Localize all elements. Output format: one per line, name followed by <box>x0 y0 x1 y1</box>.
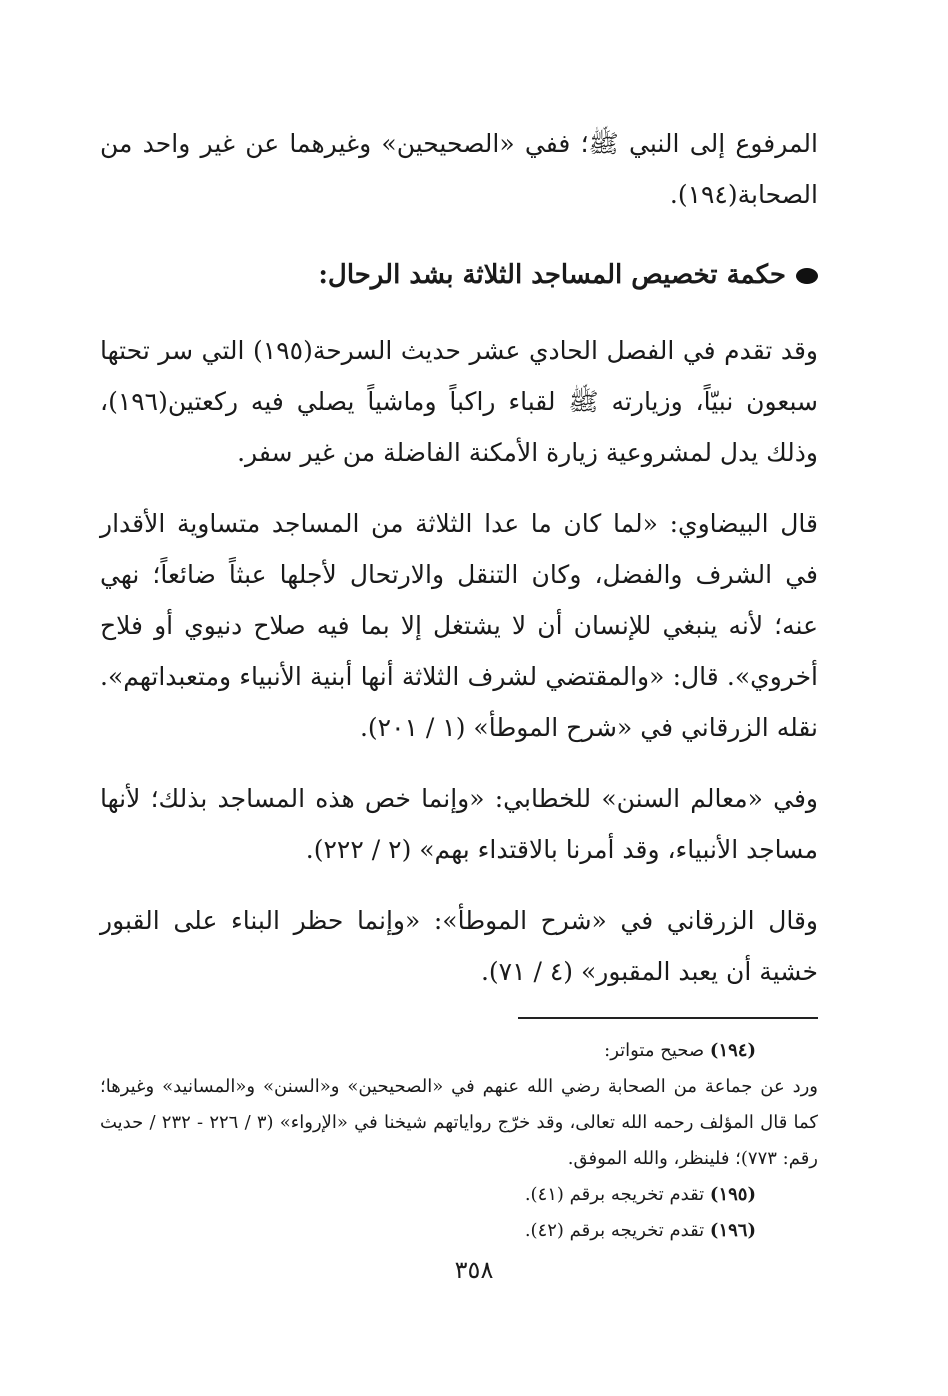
footnote-196-number: (١٩٦) <box>709 1220 756 1241</box>
footnote-196-text: تقدم تخريجه برقم (٤٢). <box>524 1220 705 1241</box>
footnote-195 <box>100 1177 818 1213</box>
footnote-195-number: (١٩٥) <box>709 1184 756 1205</box>
footnote-194-head <box>100 1033 818 1069</box>
footnote-194-body: ورد عن جماعة من الصحابة رضي الله عنهم في «الصحيحين» و«السنن» و«المسانيد» وغيرها؛ كما قال المؤلف رحمه الله تعالى، وقد خرّج رواياتهم شيخنا في «الإرواء» (٣ / ٢٢٦ - ٢٣٢ / حديث رقم: ٧٧٣)؛ فلينظر، والله الموفق. <box>100 1076 818 1169</box>
paragraph-4: وقال الزرقاني في «شرح الموطأ»: «وإنما حظر البناء على القبور خشية أن يعبد المقبور» (٤ / ٧١). <box>100 906 818 986</box>
footnote-195-text: تقدم تخريجه برقم (٤١). <box>524 1184 705 1205</box>
page-number: ٣٥٨ <box>454 1256 494 1284</box>
paragraph-intro: المرفوع إلى النبي ﷺ؛ ففي «الصحيحين» وغيرهما عن غير واحد من الصحابة(١٩٤). <box>100 129 818 209</box>
footnote-divider <box>518 1017 818 1019</box>
bullet-icon <box>796 268 818 284</box>
footnote-194-title: صحيح متواتر: <box>604 1040 705 1061</box>
footnote-194-number: (١٩٤) <box>709 1040 756 1061</box>
page-body <box>100 118 818 1249</box>
section-heading <box>100 250 818 301</box>
paragraph-2: قال البيضاوي: «لما كان ما عدا الثلاثة من المساجد متساوية الأقدار في الشرف والفضل، وكان التنقل والارتحال لأجلها عبثاً ضائعاً؛ نهي عنه؛ لأنه ينبغي للإنسان أن لا يشتغل إلا بما فيه صلاح دنيوي أو فلاح أخروي». قال: «والمقتضي لشرف الثلاثة أنها أبنية الأنبياء ومتعبداتهم». نقله الزرقاني في «شرح الموطأ» (١ / ٢٠١). <box>100 509 818 742</box>
section-heading-text: حكمة تخصيص المساجد الثلاثة بشد الرحال: <box>318 260 786 290</box>
paragraph-1: وقد تقدم في الفصل الحادي عشر حديث السرحة(١٩٥) التي سر تحتها سبعون نبيّاً، وزيارته ﷺ لقباء راكباً وماشياً يصلي فيه ركعتين(١٩٦)، وذلك يدل لمشروعية زيارة الأمكنة الفاضلة من غير سفر. <box>100 336 818 467</box>
paragraph-3: وفي «معالم السنن» للخطابي: «وإنما خص هذه المساجد بذلك؛ لأنها مساجد الأنبياء، وقد أمرنا بالاقتداء بهم» (٢ / ٢٢٢). <box>100 784 818 864</box>
footnote-196 <box>100 1213 818 1249</box>
